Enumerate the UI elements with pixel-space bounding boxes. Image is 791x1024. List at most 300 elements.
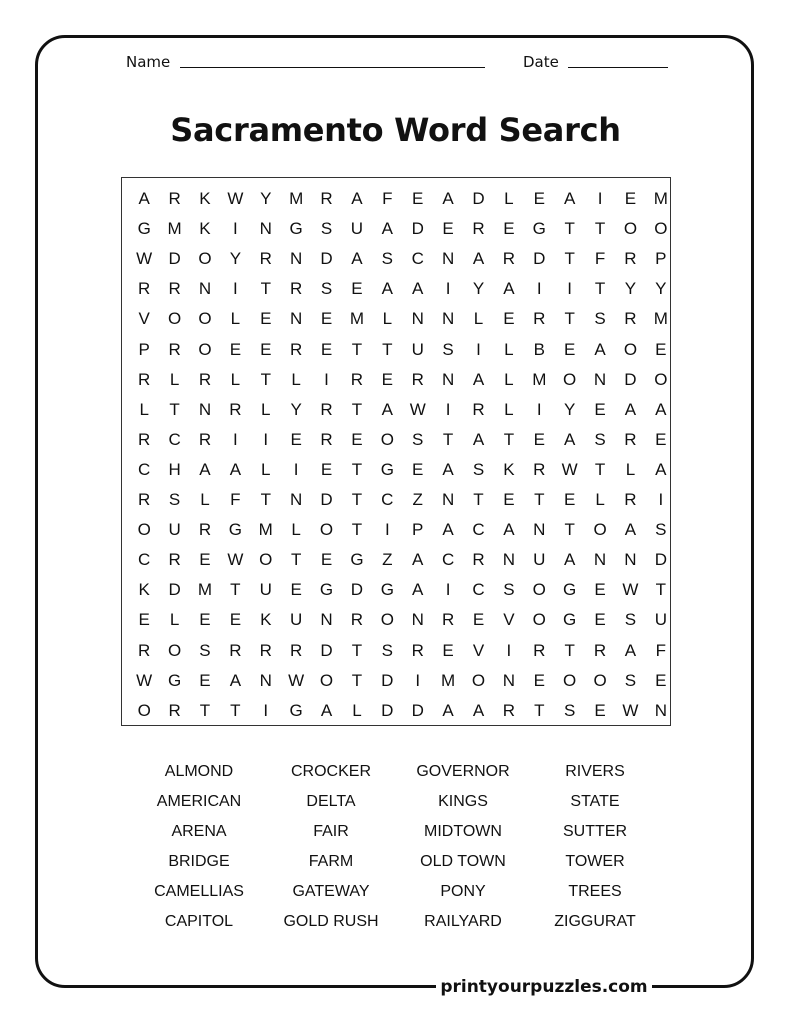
grid-letter: S [594,309,606,329]
word-item: MIDTOWN [424,823,502,840]
grid-letter: O [471,670,486,690]
grid-letter: A [624,399,637,419]
grid-letter: T [473,490,484,509]
grid-letter: A [229,670,242,690]
grid-letter: S [320,219,333,239]
grid-letter: C [472,580,485,600]
grid-letter: R [138,369,151,389]
grid-row [122,335,679,365]
grid-letter: E [442,640,454,660]
grid-letter: R [624,249,637,269]
grid-letter: Z [412,490,423,509]
grid-letter: R [472,550,485,570]
grid-letter: W [561,459,578,479]
grid-letter: I [263,429,269,449]
grid-letter: I [415,670,421,690]
grid-letter: E [260,339,272,359]
grid-letter: E [594,580,606,600]
word-column [520,762,670,942]
grid-letter: O [593,520,607,540]
grid-letter: R [411,640,424,660]
grid-letter: R [229,640,242,660]
grid-letter: T [594,219,606,239]
grid-letter: N [654,700,667,720]
date-label: Date [523,53,559,71]
grid-letter: I [324,369,329,389]
grid-letter: W [622,700,639,720]
grid-letter: O [167,640,182,660]
grid-letter: T [534,490,545,509]
grid-letter: O [380,429,394,449]
grid-letter: A [472,369,485,389]
grid-letter: E [563,490,576,509]
grid-letter: N [290,490,303,509]
grid-row [122,304,679,334]
grid-letter: G [380,580,394,600]
grid-letter: I [384,520,390,540]
grid-letter: E [412,189,424,208]
grid-letter: I [293,459,299,479]
grid-letter: T [655,580,667,600]
grid-letter: Y [290,399,302,419]
grid-letter: R [168,339,181,359]
grid-letter: E [290,580,302,600]
grid-letter: O [563,369,577,389]
grid-letter: I [233,219,238,239]
grid-letter: F [382,189,393,208]
grid-letter: A [381,219,393,239]
grid-letter: E [320,459,333,479]
grid-letter: I [233,429,238,449]
grid-letter: G [289,700,303,720]
grid-letter: S [199,640,211,660]
word-item: FARM [308,853,354,870]
grid-letter: N [290,309,303,329]
grid-letter: L [291,520,301,540]
grid-letter: L [230,369,241,389]
grid-letter: A [351,249,363,269]
grid-letter: D [320,249,333,269]
grid-letter: R [411,369,424,389]
grid-letter: O [532,610,546,630]
grid-letter: A [320,700,333,720]
grid-letter: R [502,249,516,269]
grid-letter: A [563,550,576,570]
grid-row [122,214,679,244]
grid-letter: G [563,610,577,630]
grid-letter: T [503,429,515,449]
grid-letter: E [655,429,667,449]
grid-letter: R [320,189,333,208]
grid-letter: E [320,550,333,570]
grid-letter: D [381,670,394,690]
letter-grid [121,177,671,726]
grid-letter: E [229,339,242,359]
page-title: Sacramento Word Search [170,111,621,149]
word-column [388,762,538,942]
word-item: ZIGGURAT [554,913,636,930]
grid-letter: O [137,700,151,720]
grid-letter: O [654,369,668,389]
grid-letter: E [412,459,424,479]
grid-letter: N [259,670,272,690]
word-item: TOWER [565,853,625,870]
grid-letter: T [351,399,363,419]
grid-letter: N [441,249,455,269]
grid-letter: T [564,520,575,540]
grid-letter: O [654,219,668,239]
grid-letter: U [290,610,303,630]
grid-letter: E [624,189,637,208]
word-item: PONY [440,883,486,900]
grid-letter: L [169,610,180,630]
grid-letter: K [138,580,150,600]
grid-letter: L [595,490,605,509]
grid-letter: E [351,429,363,449]
grid-letter: K [199,219,211,239]
grid-letter: L [169,369,180,389]
grid-letter: U [654,610,667,630]
grid-letter: B [533,339,545,359]
grid-letter: E [138,610,150,630]
grid-letter: A [199,459,211,479]
grid-letter: D [168,249,181,269]
grid-letter: E [290,429,302,449]
grid-letter: E [351,279,363,299]
grid-letter: H [168,459,181,479]
grid-letter: R [502,700,516,720]
grid-letter: W [622,580,639,600]
grid-letter: A [503,520,515,540]
grid-letter: E [533,429,545,449]
grid-letter: G [563,580,577,600]
grid-letter: R [624,490,637,509]
grid-row [122,605,679,635]
word-column [256,762,406,942]
grid-letter: R [198,520,212,540]
grid-letter: N [198,399,212,419]
grid-letter: W [227,550,244,570]
grid-letter: M [653,189,668,208]
grid-letter: E [199,550,211,570]
grid-letter: L [625,459,636,479]
grid-letter: S [168,490,181,509]
grid-letter: A [472,429,485,449]
grid-letter: T [442,429,454,449]
word-item: DELTA [306,793,356,810]
grid-letter: O [198,249,212,269]
word-item: BRIDGE [168,853,230,870]
grid-letter: E [503,309,515,329]
grid-letter: L [291,369,301,389]
grid-letter: S [472,459,485,479]
grid-letter: M [167,219,182,239]
word-item: GATEWAY [292,883,370,900]
grid-letter: A [442,189,454,208]
grid-letter: V [503,610,515,630]
grid-letter: E [260,309,272,329]
grid-letter: E [199,610,211,630]
grid-letter: N [533,520,546,540]
grid-letter: O [380,610,394,630]
grid-letter: S [655,520,667,540]
grid-letter: R [624,309,637,329]
grid-letter: R [533,459,546,479]
grid-letter: I [597,189,603,208]
grid-letter: S [594,429,606,449]
grid-letter: T [564,249,575,269]
grid-letter: L [504,339,514,359]
grid-letter: C [168,429,181,449]
grid-letter: E [594,610,606,630]
grid-letter: O [319,670,334,690]
word-item: CAPITOL [164,913,234,930]
grid-row [122,184,679,214]
grid-letter: P [412,520,424,540]
grid-letter: E [229,610,242,630]
grid-letter: E [442,219,454,239]
word-item: CAMELLIAS [154,883,244,900]
grid-letter: U [168,520,181,540]
grid-letter: R [259,249,272,269]
grid-letter: T [260,279,271,299]
grid-letter: R [168,189,181,208]
grid-letter: D [533,249,546,269]
word-item: SUTTER [563,823,627,840]
grid-letter: A [563,429,576,449]
grid-letter: W [136,249,153,269]
grid-letter: R [533,309,546,329]
grid-letter: I [445,399,451,419]
grid-letter: K [503,459,515,479]
grid-letter: T [169,399,180,419]
grid-row [122,696,679,726]
grid-letter: T [351,670,363,690]
grid-letter: P [655,249,667,269]
grid-letter: D [411,700,424,720]
grid-letter: E [472,610,485,630]
grid-letter: R [168,279,181,299]
grid-letter: E [320,309,333,329]
grid-letter: A [381,399,393,419]
grid-letter: D [381,700,394,720]
grid-row [122,425,679,455]
grid-letter: D [320,640,333,660]
grid-letter: R [320,429,333,449]
grid-letter: A [472,249,485,269]
grid-letter: K [199,189,211,208]
grid-row [122,455,679,485]
grid-letter: C [138,459,151,479]
grid-letter: D [411,219,424,239]
word-item: GOLD RUSH [283,913,379,930]
grid-letter: T [594,459,606,479]
grid-letter: D [472,189,485,208]
grid-letter: T [260,369,271,389]
grid-row [122,545,679,575]
grid-letter: R [229,399,242,419]
grid-letter: R [290,640,303,660]
grid-letter: F [230,490,241,509]
grid-letter: A [229,459,242,479]
grid-letter: R [290,339,303,359]
grid-letter: R [472,399,485,419]
grid-letter: R [350,369,364,389]
grid-letter: O [198,309,212,329]
grid-letter: T [260,490,271,509]
grid-letter: L [230,309,241,329]
word-item: ARENA [171,823,227,840]
grid-letter: M [289,189,304,208]
grid-letter: R [441,610,455,630]
grid-letter: O [623,339,638,359]
grid-letter: Y [624,279,637,299]
grid-row [122,365,679,395]
grid-letter: A [412,550,424,570]
word-item: KINGS [438,793,488,810]
grid-letter: G [228,520,242,540]
grid-letter: U [411,339,424,359]
grid-letter: E [381,369,393,389]
grid-letter: R [350,610,364,630]
grid-letter: L [200,490,210,509]
name-label: Name [126,53,171,71]
grid-letter: K [260,610,272,630]
grid-letter: R [290,279,303,299]
grid-letter: D [654,550,667,570]
grid-letter: N [259,219,272,239]
grid-letter: G [289,219,303,239]
grid-letter: I [445,279,451,299]
word-item: CROCKER [290,763,371,780]
grid-letter: Z [382,550,393,570]
grid-letter: R [593,640,607,660]
grid-letter: E [320,339,333,359]
grid-letter: L [382,309,393,329]
word-column [124,762,274,942]
grid-letter: N [198,279,212,299]
grid-letter: Y [563,399,576,419]
grid-letter: M [197,580,213,600]
grid-letter: T [351,490,363,509]
grid-letter: R [472,219,485,239]
grid-letter: E [594,399,606,419]
word-item: RIVERS [565,763,625,780]
grid-letter: A [624,520,637,540]
grid-letter: D [168,580,181,600]
grid-letter: I [536,279,542,299]
grid-letter: G [380,459,394,479]
grid-letter: A [563,189,576,208]
grid-letter: G [532,219,546,239]
grid-letter: V [138,309,150,329]
grid-letter: A [412,580,424,600]
grid-letter: E [533,189,545,208]
grid-letter: L [261,459,271,479]
grid-letter: D [624,369,637,389]
grid-letter: I [506,640,512,660]
grid-letter: E [655,339,667,359]
grid-letter: N [593,369,607,389]
grid-row [122,575,679,605]
grid-letter: C [472,520,485,540]
grid-letter: G [167,670,182,690]
grid-letter: I [233,279,238,299]
grid-letter: T [351,640,363,660]
grid-letter: O [137,520,151,540]
grid-letter: L [261,399,271,419]
grid-letter: E [503,219,515,239]
grid-letter: E [594,700,606,720]
grid-letter: M [653,309,668,329]
grid-letter: S [381,640,393,660]
word-item: ALMOND [164,763,234,780]
grid-letter: N [290,249,303,269]
site-footer: printyourpuzzles.com [436,976,652,998]
grid-letter: S [503,580,515,600]
grid-letter: L [504,369,514,389]
grid-row [122,244,679,274]
grid-letter: A [442,700,454,720]
grid-letter: T [534,700,545,720]
word-item: RAILYARD [424,913,502,930]
grid-letter: R [533,640,546,660]
grid-letter: R [168,700,181,720]
grid-letter: I [263,700,269,720]
grid-letter: S [624,610,637,630]
grid-letter: U [259,580,272,600]
grid-letter: I [536,399,542,419]
grid-letter: I [445,580,451,600]
grid-letter: A [655,459,667,479]
word-item: OLD TOWN [420,853,506,870]
grid-letter: R [168,550,181,570]
grid-letter: A [594,339,606,359]
grid-letter: G [350,550,364,570]
grid-letter: T [382,339,393,359]
grid-row [122,666,679,696]
grid-letter: R [198,429,212,449]
grid-letter: O [167,309,182,329]
grid-letter: E [533,670,545,690]
grid-letter: S [624,670,637,690]
grid-letter: L [139,399,149,419]
grid-letter: A [351,189,363,208]
grid-letter: T [230,580,241,600]
grid-letter: T [290,550,302,570]
grid-letter: A [624,640,637,660]
grid-letter: T [199,700,211,720]
grid-letter: R [138,279,151,299]
grid-letter: S [320,279,333,299]
grid-letter: R [138,429,151,449]
grid-letter: E [655,670,667,690]
grid-letter: N [593,550,607,570]
grid-letter: A [655,399,667,419]
grid-letter: A [472,700,485,720]
grid-letter: N [502,670,516,690]
name-line [180,67,485,68]
word-item: STATE [570,793,620,810]
grid-letter: A [503,279,515,299]
grid-letter: Y [472,279,485,299]
grid-letter: O [319,520,334,540]
grid-row [122,274,679,304]
grid-letter: I [567,279,573,299]
grid-letter: C [138,550,151,570]
grid-letter: E [563,339,576,359]
grid-letter: E [199,670,211,690]
